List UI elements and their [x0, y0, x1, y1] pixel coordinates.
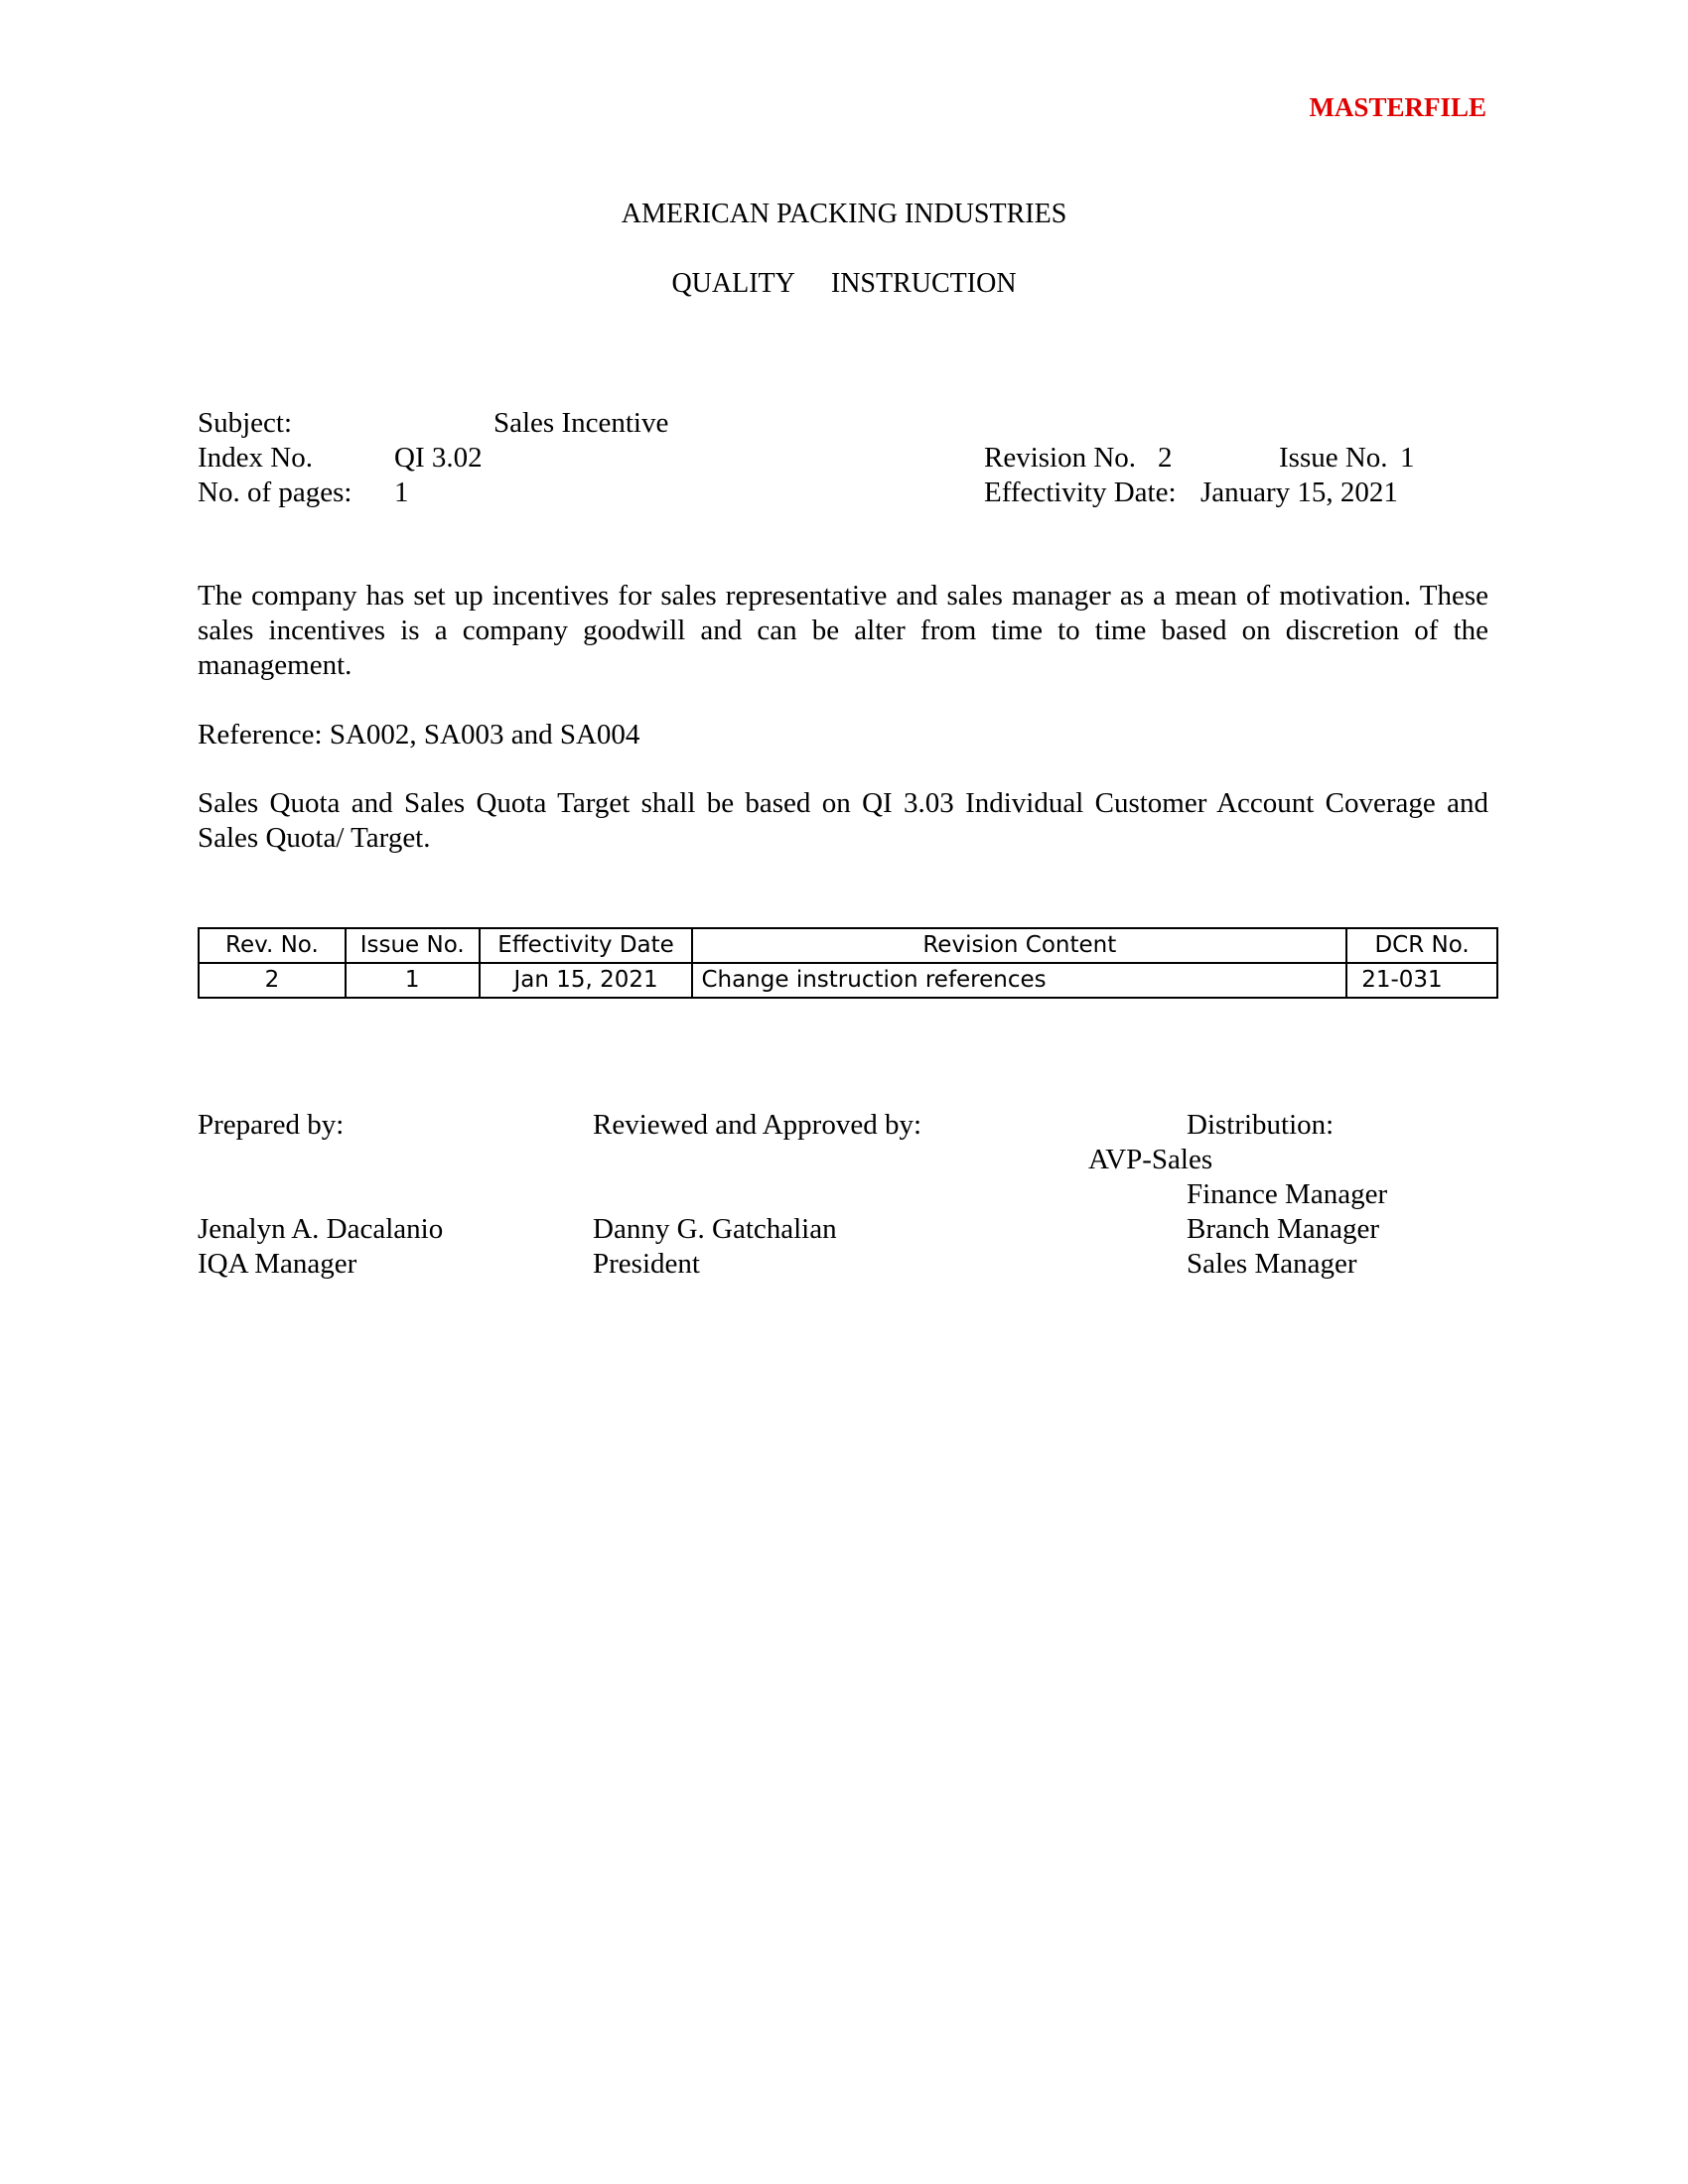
index-label: Index No. [198, 442, 313, 474]
issue-label: Issue No. [1279, 442, 1388, 474]
effectivity-value: January 15, 2021 [1200, 477, 1398, 508]
reviewed-by-name: Danny G. Gatchalian [593, 1213, 837, 1245]
cell-effectivity-date: Jan 15, 2021 [480, 963, 693, 998]
col-header-issue-no: Issue No. [346, 928, 480, 963]
masterfile-stamp: MASTERFILE [1309, 92, 1486, 122]
table-row [199, 963, 1497, 998]
revision-value: 2 [1158, 442, 1173, 474]
cell-revision-content: Change instruction references [692, 963, 1346, 998]
body-paragraph-3: Sales Quota and Sales Quota Target shall be based on QI 3.03 Individual Customer Account Coverage and Sales Quota/ Target. [198, 787, 1488, 854]
col-header-revision-content: Revision Content [692, 928, 1346, 963]
distribution-item: AVP-Sales [1088, 1144, 1213, 1175]
col-header-rev-no: Rev. No. [199, 928, 346, 963]
revision-table [198, 927, 1498, 999]
cell-dcr-no: 21-031 [1346, 963, 1497, 998]
distribution-item: Finance Manager [1187, 1178, 1388, 1210]
col-header-effectivity-date: Effectivity Date [480, 928, 693, 963]
cell-issue-no: 1 [346, 963, 480, 998]
doctype-word-1: QUALITY [671, 268, 795, 299]
index-value: QI 3.02 [394, 442, 483, 474]
prepared-by-title: IQA Manager [198, 1248, 357, 1280]
pages-value: 1 [394, 477, 409, 508]
cell-rev-no: 2 [199, 963, 346, 998]
pages-label: No. of pages: [198, 477, 352, 508]
effectivity-label: Effectivity Date: [984, 477, 1177, 508]
reviewed-by-label: Reviewed and Approved by: [593, 1109, 922, 1141]
reference-line: Reference: SA002, SA003 and SA004 [198, 719, 640, 751]
col-header-dcr-no: DCR No. [1346, 928, 1497, 963]
prepared-by-name: Jenalyn A. Dacalanio [198, 1213, 444, 1245]
doctype-word-2: INSTRUCTION [830, 268, 1017, 299]
body-paragraph-1: The company has set up incentives for sales representative and sales manager as a mean of motivation. These sales incentives is a company goodwill and can be alter from time to time based on discretion of the management. [198, 580, 1488, 681]
revision-table-header-row [199, 928, 1497, 963]
subject-value: Sales Incentive [493, 407, 669, 439]
reviewed-by-title: President [593, 1248, 700, 1280]
distribution-label: Distribution: [1187, 1109, 1335, 1141]
prepared-by-label: Prepared by: [198, 1109, 345, 1141]
revision-label: Revision No. [984, 442, 1137, 474]
issue-value: 1 [1400, 442, 1415, 474]
document-type [0, 268, 1688, 300]
distribution-item: Branch Manager [1187, 1213, 1380, 1245]
subject-label: Subject: [198, 407, 293, 439]
company-name: AMERICAN PACKING INDUSTRIES [621, 199, 1067, 229]
distribution-item: Sales Manager [1187, 1248, 1357, 1280]
